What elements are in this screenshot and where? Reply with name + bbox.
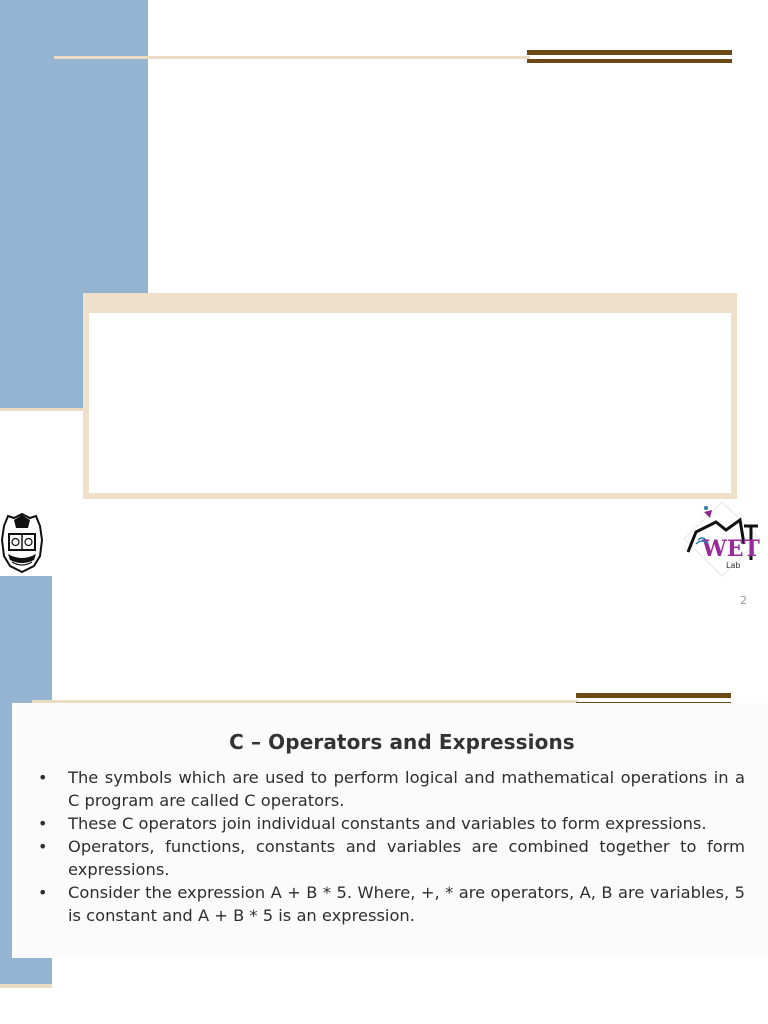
- bullet-icon: •: [38, 814, 48, 833]
- list-item: [38, 812, 745, 835]
- bullet-text: Operators, functions, constants and variables are combined together to form expressions.: [68, 837, 745, 879]
- wet-lab-logo-subtext: Lab: [726, 561, 741, 570]
- slide1-top-rule: [54, 56, 530, 59]
- bullet-text: The symbols which are used to perform logical and mathematical operations in a C program are called C operators.: [68, 768, 745, 810]
- university-seal-icon: [0, 512, 44, 574]
- bullet-text: Consider the expression A + B * 5. Where, +, * are operators, A, B are variables, 5 is constant and A + B * 5 is an expression.: [68, 883, 745, 925]
- slide2-sidebar-base: [0, 984, 52, 988]
- accent-bar-top: [576, 693, 731, 698]
- accent-bar-bottom: [527, 59, 732, 63]
- accent-bar-top: [527, 50, 732, 55]
- wet-lab-logo-icon: [682, 500, 762, 578]
- bullet-icon: •: [38, 837, 48, 856]
- list-item: [38, 766, 745, 812]
- slide-title: C – Operators and Expressions: [229, 730, 575, 754]
- wet-lab-logo-text: WET: [702, 536, 760, 562]
- page-number: 2: [740, 594, 747, 607]
- slide1-sidebar-base: [0, 408, 83, 411]
- bullet-icon: •: [38, 883, 48, 902]
- slide1-content-frame: [83, 293, 737, 499]
- list-item: [38, 881, 745, 927]
- bullet-icon: •: [38, 768, 48, 787]
- slide1-accent-bars: [527, 50, 732, 64]
- list-item: [38, 835, 745, 881]
- bullet-list: [38, 766, 745, 927]
- bullet-text: These C operators join individual constants and variables to form expressions.: [68, 814, 707, 833]
